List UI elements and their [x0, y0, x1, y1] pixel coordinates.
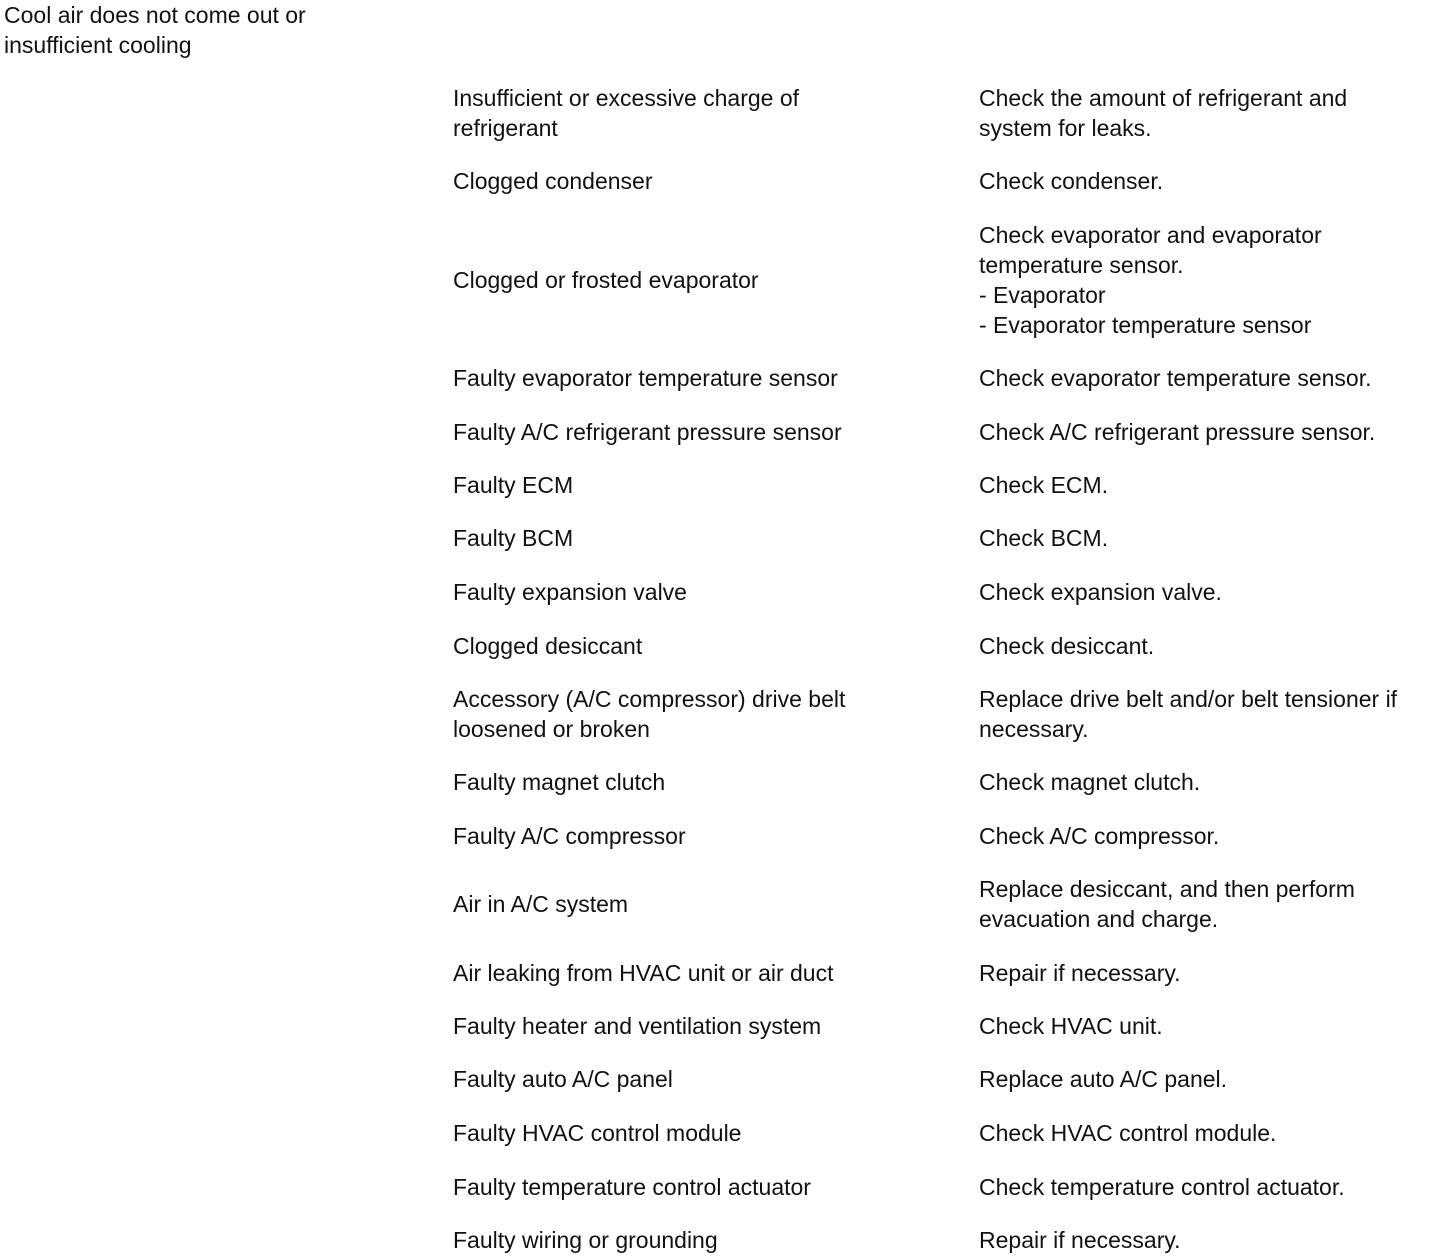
remedy-text: Check A/C refrigerant pressure sensor.	[979, 419, 1376, 445]
remedy-text: Check ECM.	[979, 472, 1109, 498]
remedy-text: Repair if necessary.	[979, 1227, 1181, 1253]
remedy-text: Replace auto A/C panel.	[979, 1066, 1228, 1092]
cause-text: Faulty A/C compressor	[453, 823, 686, 849]
remedy-text: Replace desiccant, and then perform evacuation and charge.	[979, 876, 1355, 932]
cause-text: Faulty temperature control actuator	[453, 1174, 811, 1200]
cause-text: Insufficient or excessive charge of refrigerant	[453, 85, 800, 141]
remedy-text: Check desiccant.	[979, 633, 1155, 659]
cause-text: Faulty evaporator temperature sensor	[453, 365, 838, 391]
remedy-text: Check HVAC unit.	[979, 1013, 1163, 1039]
cause-text: Clogged desiccant	[453, 633, 643, 659]
remedy-text: Replace drive belt and/or belt tensioner if necessary.	[979, 686, 1398, 742]
cause-text: Faulty wiring or grounding	[453, 1227, 718, 1253]
remedy-text: Check evaporator and evaporator temperature sensor. - Evaporator - Evaporator temperature sensor	[979, 222, 1322, 338]
cause-text: Faulty expansion valve	[453, 579, 687, 605]
symptom-text: Cool air does not come out or insufficient cooling	[4, 2, 306, 58]
cause-text: Air leaking from HVAC unit or air duct	[453, 960, 834, 986]
cause-text: Accessory (A/C compressor) drive belt loosened or broken	[453, 686, 846, 742]
remedy-text: Check evaporator temperature sensor.	[979, 365, 1372, 391]
remedy-text: Check expansion valve.	[979, 579, 1222, 605]
remedy-text: Check A/C compressor.	[979, 823, 1220, 849]
remedy-text: Check HVAC control module.	[979, 1120, 1277, 1146]
cause-text: Faulty auto A/C panel	[453, 1066, 673, 1092]
cause-text: Faulty ECM	[453, 472, 574, 498]
cause-text: Faulty HVAC control module	[453, 1120, 742, 1146]
remedy-text: Repair if necessary.	[979, 960, 1181, 986]
remedy-text: Check the amount of refrigerant and system for leaks.	[979, 85, 1348, 141]
remedy-text: Check magnet clutch.	[979, 769, 1201, 795]
remedy-text: Check condenser.	[979, 168, 1164, 194]
cause-text: Faulty heater and ventilation system	[453, 1013, 822, 1039]
cause-text: Faulty A/C refrigerant pressure sensor	[453, 419, 842, 445]
cause-text: Clogged condenser	[453, 168, 653, 194]
cause-text: Air in A/C system	[453, 891, 629, 917]
cause-text: Clogged or frosted evaporator	[453, 267, 759, 293]
remedy-text: Check BCM.	[979, 525, 1109, 551]
cause-text: Faulty BCM	[453, 525, 574, 551]
cause-text: Faulty magnet clutch	[453, 769, 666, 795]
remedy-text: Check temperature control actuator.	[979, 1174, 1345, 1200]
